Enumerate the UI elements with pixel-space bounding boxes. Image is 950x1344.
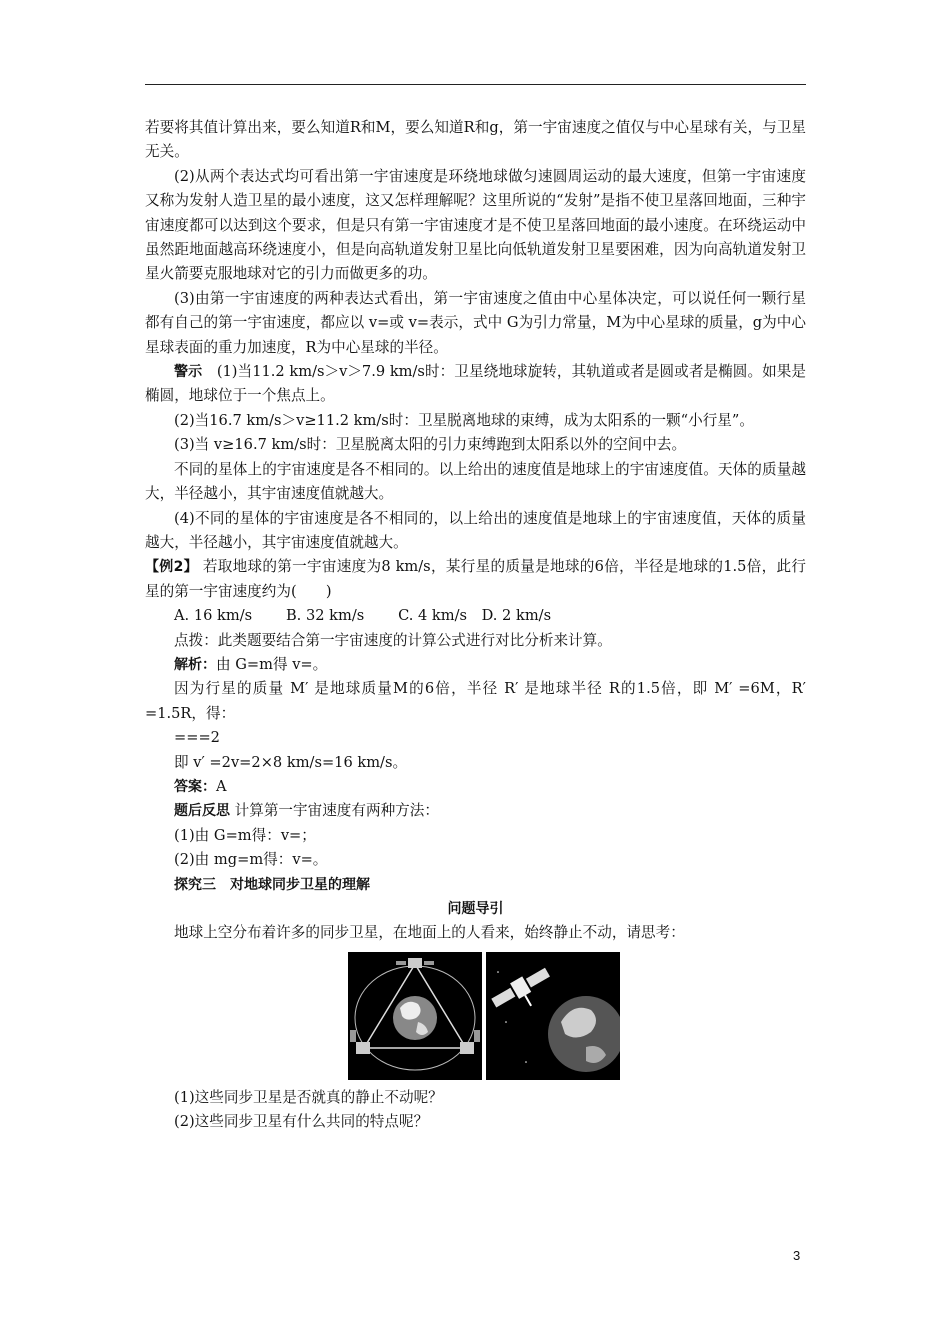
answer-options: A. 16 km/s B. 32 km/s C. 4 km/s D. 2 km/s (174, 607, 552, 625)
paragraph-3: (3)由第一宇宙速度的两种表达式看出，第一宇宙速度之值由中心星体决定，可以说任何一颗行星都有自己的第一宇宙速度，都应以 v=或 v=表示，式中 G为引力常量，M为中心星球的质量，g为中心星球表面的重力加速度，R为中心星球的半径。 (145, 289, 806, 356)
equation-1: ===2 (174, 729, 220, 747)
method-2: (2)由 mg=m得：v=。 (174, 851, 328, 869)
geostationary-orbit-figure (348, 952, 482, 1080)
satellite-earth-illustration (486, 952, 620, 1080)
hint-text: 点拨：此类题要结合第一宇宙速度的计算公式进行对比分析来计算。 (174, 631, 612, 649)
section-heading: 问题导引 (447, 901, 504, 917)
analysis-detail: 因为行星的质量 M′ 是地球质量M的6倍，半径 R′ 是地球半径 R的1.5倍，即 M′ =6M，R′ =1.5R，得： (145, 680, 806, 722)
page-number: 3 (793, 1248, 801, 1263)
paragraph-6: (3)当 v≥16.7 km/s时：卫星脱离太阳的引力束缚跑到太阳系以外的空间中去。 (174, 436, 687, 454)
analysis-label: 解析： (174, 656, 216, 673)
warning-label: 警示 (174, 364, 203, 381)
analysis-paragraph (145, 653, 806, 677)
explore-text: 对地球同步卫星的理解 (216, 876, 370, 893)
example-paragraph (145, 555, 806, 604)
question-2: (2)这些同步卫星有什么共同的特点呢？ (174, 1113, 429, 1131)
intro-text: 地球上空分布着许多的同步卫星，在地面上的人看来，始终静止不动，请思考： (174, 924, 685, 942)
question-1: (1)这些同步卫星是否就真的静止不动呢？ (174, 1088, 443, 1106)
reflect-text: 计算第一宇宙速度有两种方法： (230, 802, 439, 820)
explore-label: 探究三 (174, 876, 216, 893)
equation-2: 即 v′ =2v=2×8 km/s=16 km/s。 (174, 753, 408, 771)
orbit-diagram (348, 952, 482, 1080)
paragraph-7: 不同的星体上的宇宙速度是各不相同的。以上给出的速度值是地球上的宇宙速度值。天体的质量越大，半径越小，其宇宙速度值就越大。 (145, 460, 806, 503)
answer-text: A (216, 777, 227, 795)
example-label: 【例2】 (145, 559, 198, 576)
satellite-earth-photo (486, 952, 620, 1080)
answer-paragraph (145, 775, 806, 799)
satellite-figures (348, 952, 806, 1080)
paragraph-1: 若要将其值计算出来，要么知道R和M，要么知道R和g，第一宇宙速度之值仅与中心星球有关，与卫星无关。 (145, 119, 806, 161)
reflect-label: 题后反思 (174, 803, 230, 820)
answer-label: 答案： (174, 778, 216, 795)
explore-paragraph (145, 873, 806, 897)
example-text: 若取地球的第一宇宙速度为8 km/s，某行星的质量是地球的6倍，半径是地球的1.5倍，此行星的第一宇宙速度约为( ) (145, 558, 806, 600)
analysis-text: 由 G=m得 v=。 (216, 655, 328, 673)
paragraph-2: (2)从两个表达式均可看出第一宇宙速度是环绕地球做匀速圆周运动的最大速度，但第一宇宙速度又称为发射人造卫星的最小速度，这又怎样理解呢？这里所说的“发射”是指不使卫星落回地面，三种宇宙速度都可以达到这个要求，但是只有第一宇宙速度才是不使卫星落回地面的最小速度。在环绕运动中虽然距地面越高环绕速度小，但是向高轨道发射卫星比向低轨道发射卫星要困难，因为向高轨道发射卫星火箭要克服地球对它的引力而做更多的功。 (145, 167, 806, 283)
paragraph-5: (2)当16.7 km/s＞v≥11.2 km/s时：卫星脱离地球的束缚，成为太阳系的一颗“小行星”。 (174, 411, 754, 429)
header-rule (145, 84, 806, 85)
document-body (145, 116, 806, 1135)
paragraph-8: (4)不同的星体的宇宙速度是各不相同的，以上给出的速度值是地球上的宇宙速度值，天体的质量越大，半径越小，其宇宙速度值就越大。 (145, 509, 806, 551)
reflect-paragraph (145, 799, 806, 823)
warning-text: (1)当11.2 km/s＞v＞7.9 km/s时：卫星绕地球旋转，其轨道或者是圆或者是椭圆。如果是椭圆，地球位于一个焦点上。 (145, 363, 807, 405)
warning-paragraph (145, 360, 806, 409)
method-1: (1)由 G=m得：v=； (174, 826, 316, 844)
